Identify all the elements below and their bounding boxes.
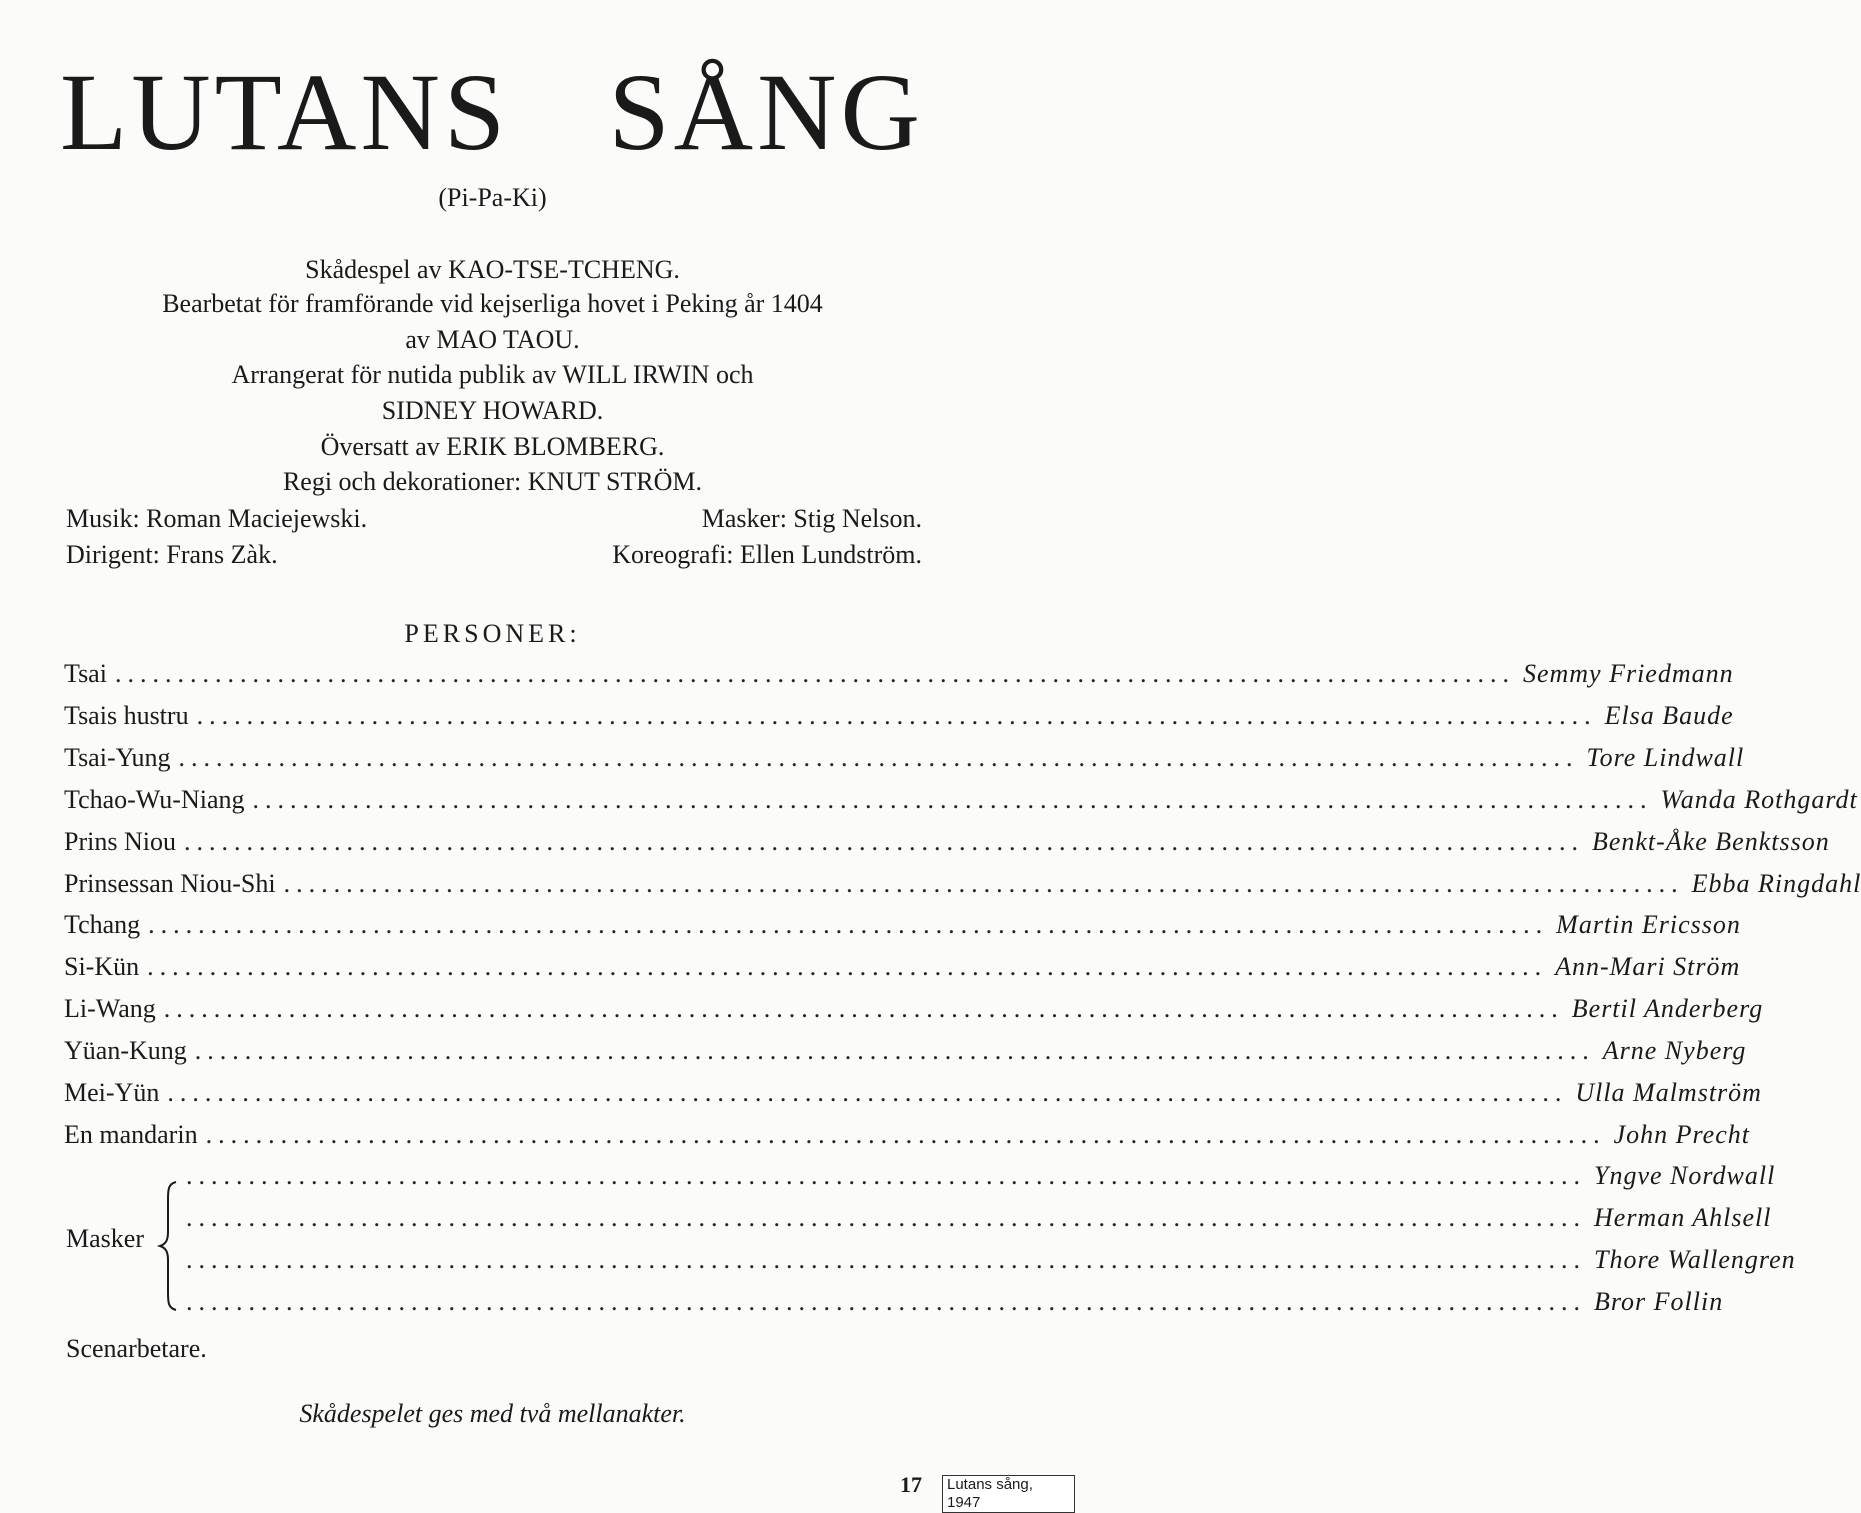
actor-name: Elsa Baude xyxy=(1604,701,1734,730)
page-number: 17 xyxy=(900,1472,922,1497)
brace-icon xyxy=(158,1180,182,1312)
actor-name: Arne Nyberg xyxy=(1602,1036,1747,1065)
mask-row xyxy=(186,1282,1724,1322)
dot-leader: ................................................................................................................ xyxy=(167,1078,1568,1107)
dot-leader: ................................................................................................................ xyxy=(186,1161,1586,1190)
dot-leader: ................................................................................................................ xyxy=(163,994,1564,1023)
stagehands-line: Scenarbetare. xyxy=(66,1334,207,1363)
role-name: En mandarin xyxy=(64,1120,198,1149)
dot-leader: ................................................................................................................ xyxy=(178,743,1579,772)
actor-name: Semmy Friedmann xyxy=(1522,659,1734,688)
page-title xyxy=(60,52,924,172)
actor-name: Bror Follin xyxy=(1594,1287,1724,1316)
actor-name: Benkt-Åke Benktsson xyxy=(1591,827,1830,856)
credit-line: Bearbetat för framförande vid kejserliga hovet i Peking år 1404 xyxy=(162,289,823,318)
actor-name: Ebba Ringdahl xyxy=(1691,869,1861,898)
intermission-note: Skådespelet ges med två mellanakter. xyxy=(299,1399,686,1428)
source-label: Lutans sång, 1947 xyxy=(942,1475,1075,1513)
credit-pair-row xyxy=(66,502,922,536)
role-name: Yüan-Kung xyxy=(64,1036,187,1065)
cast-row xyxy=(64,864,1861,904)
dot-leader: ................................................................................................................ xyxy=(196,701,1597,730)
cast-row xyxy=(64,1115,1750,1155)
dot-leader: ................................................................................................................ xyxy=(186,1287,1586,1316)
dot-leader: ................................................................................................................ xyxy=(194,1036,1595,1065)
cast-row xyxy=(64,905,1741,945)
dot-leader: ................................................................................................................ xyxy=(147,952,1548,981)
dot-leader: ................................................................................................................ xyxy=(186,1245,1586,1274)
cast-row xyxy=(64,1073,1762,1113)
dot-leader: ................................................................................................................ xyxy=(183,827,1584,856)
actor-name: Martin Ericsson xyxy=(1556,910,1741,939)
role-name: Tchao-Wu-Niang xyxy=(64,785,245,814)
cast-row xyxy=(64,654,1734,694)
cast-row xyxy=(64,989,1764,1029)
role-name: Tsais hustru xyxy=(64,701,189,730)
dot-leader: ................................................................................................................ xyxy=(186,1203,1586,1232)
dot-leader: ................................................................................................................ xyxy=(114,659,1515,688)
mask-row xyxy=(186,1198,1772,1238)
credit-pair-row xyxy=(66,538,922,572)
credit-line: SIDNEY HOWARD. xyxy=(381,396,604,425)
credit-masks: Masker: Stig Nelson. xyxy=(701,504,922,533)
title-word-lutans: LUTANS xyxy=(60,51,510,173)
cast-row xyxy=(64,696,1734,736)
dot-leader: ................................................................................................................ xyxy=(252,785,1653,814)
actor-name: John Precht xyxy=(1613,1120,1750,1149)
cast-row xyxy=(64,780,1858,820)
masks-label: Masker xyxy=(66,1224,144,1253)
mask-row xyxy=(186,1240,1796,1280)
role-name: Tchang xyxy=(64,910,141,939)
role-name: Prins Niou xyxy=(64,827,176,856)
credit-choreography: Koreografi: Ellen Lundström. xyxy=(612,540,922,569)
title-word-sang: SÅNG xyxy=(608,51,924,173)
mask-row xyxy=(186,1156,1776,1196)
credit-line: av MAO TAOU. xyxy=(405,325,580,354)
role-name: Mei-Yün xyxy=(64,1078,160,1107)
role-name: Tsai xyxy=(64,659,107,688)
cast-row xyxy=(64,738,1745,778)
credit-line: Skådespel av KAO-TSE-TCHENG. xyxy=(305,255,680,284)
actor-name: Thore Wallengren xyxy=(1594,1245,1796,1274)
actor-name: Herman Ahlsell xyxy=(1594,1203,1772,1232)
dot-leader: ................................................................................................................ xyxy=(205,1120,1606,1149)
role-name: Tsai-Yung xyxy=(64,743,171,772)
role-name: Si-Kün xyxy=(64,952,140,981)
cast-heading: PERSONER: xyxy=(404,619,581,648)
credit-conductor: Dirigent: Frans Zàk. xyxy=(66,540,278,569)
actor-name: Ulla Malmström xyxy=(1575,1078,1762,1107)
actor-name: Yngve Nordwall xyxy=(1594,1161,1776,1190)
actor-name: Ann-Mari Ström xyxy=(1555,952,1741,981)
credit-line: Regi och dekorationer: KNUT STRÖM. xyxy=(282,467,703,496)
credit-line: Översatt av ERIK BLOMBERG. xyxy=(320,432,665,461)
subtitle: (Pi-Pa-Ki) xyxy=(438,183,547,212)
actor-name: Wanda Rothgardt xyxy=(1660,785,1858,814)
cast-row xyxy=(64,822,1830,862)
cast-row xyxy=(64,1031,1747,1071)
role-name: Li-Wang xyxy=(64,994,156,1023)
cast-row xyxy=(64,947,1741,987)
dot-leader: ................................................................................................................ xyxy=(148,910,1549,939)
credit-music: Musik: Roman Maciejewski. xyxy=(66,504,368,533)
actor-name: Tore Lindwall xyxy=(1586,743,1745,772)
dot-leader: ................................................................................................................ xyxy=(283,869,1684,898)
role-name: Prinsessan Niou-Shi xyxy=(64,869,276,898)
credit-line: Arrangerat för nutida publik av WILL IRWIN och xyxy=(231,360,754,389)
actor-name: Bertil Anderberg xyxy=(1571,994,1764,1023)
